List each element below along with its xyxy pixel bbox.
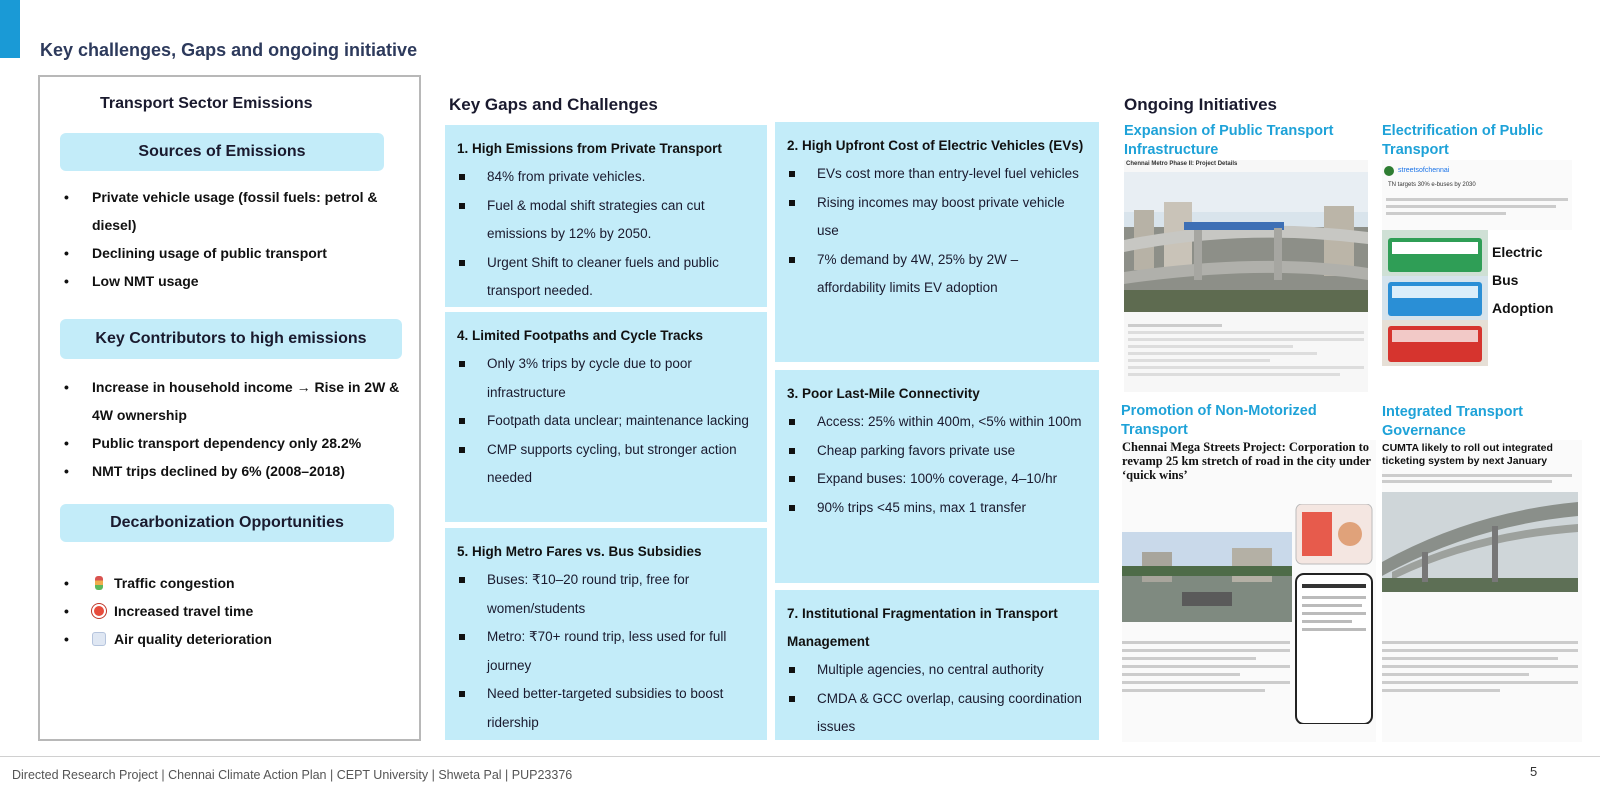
gap-box-institutional: 7. Institutional Fragmentation in Transport Management Multiple agencies, no central authority CMDA & GCC overlap, causing coordination issues xyxy=(775,590,1099,740)
list-item: • Declining usage of public transport xyxy=(60,239,400,267)
electrification-tweet: streetsofchennai TN targets 30% e-buses by 2030 xyxy=(1382,160,1572,230)
list-item: CMDA & GCC overlap, causing coordination issues xyxy=(787,685,1087,742)
public-transport-heading: Expansion of Public Transport Infrastructure xyxy=(1124,123,1334,158)
contributors-list xyxy=(60,373,400,485)
list-item: CMP supports cycling, but stronger action needed xyxy=(457,436,755,493)
nmt-heading: Promotion of Non-Motorized Transport xyxy=(1121,403,1317,438)
sources-heading: Sources of Emissions xyxy=(60,133,384,171)
gap-box-last-mile: 3. Poor Last-Mile Connectivity Access: 25% within 400m, <5% within 100m Cheap parking favors private use Expand buses: 100% coverage, 4–10/hr 90% trips <45 mins, max 1 transfer xyxy=(775,370,1099,583)
electric-bus-photos xyxy=(1382,230,1488,366)
transport-emissions-panel xyxy=(38,75,421,741)
list-item: Footpath data unclear; maintenance lacking xyxy=(457,407,755,436)
list-item: • Increase in household income → Rise in 2W & 4W ownership xyxy=(60,373,400,429)
list-item: 7% demand by 4W, 25% by 2W – affordability limits EV adoption xyxy=(787,246,1087,303)
list-item: EVs cost more than entry-level fuel vehicles xyxy=(787,160,1087,189)
clock-icon xyxy=(92,604,106,618)
metro-photo xyxy=(1124,172,1368,312)
governance-heading: Integrated Transport Governance xyxy=(1382,404,1523,439)
adoption-label: Adoption xyxy=(1492,300,1554,316)
footer-text: Directed Research Project | Chennai Climate Action Plan | CEPT University | Shweta Pal | PUP23376 xyxy=(12,768,573,782)
gaps-heading: Key Gaps and Challenges xyxy=(449,95,658,114)
list-item: Cheap parking favors private use xyxy=(787,437,1087,466)
list-item: 90% trips <45 mins, max 1 transfer xyxy=(787,494,1087,523)
list-item: Only 3% trips by cycle due to poor infrastructure xyxy=(457,350,755,407)
list-item: Need better-targeted subsidies to boost ridership xyxy=(457,680,755,737)
gap-box-metro-fares: 5. High Metro Fares vs. Bus Subsidies Buses: ₹10–20 round trip, free for women/students Metro: ₹70+ round trip, less used for full journey Need better-targeted subsidies to boost ridership xyxy=(445,528,767,740)
electrification-heading: Electrification of Public Transport xyxy=(1382,123,1544,158)
list-item: • Private vehicle usage (fossil fuels: petrol & diesel) xyxy=(60,183,400,239)
contributors-heading: Key Contributors to high emissions xyxy=(60,319,402,359)
list-item: Rising incomes may boost private vehicle use xyxy=(787,189,1087,246)
sources-list xyxy=(60,183,400,295)
road-photo xyxy=(1122,532,1292,622)
decarbonization-list xyxy=(60,569,400,653)
mega-streets-article: Chennai Mega Streets Project: Corporation to revamp 25 km stretch of road in the city under ‘quick wins’ xyxy=(1122,440,1376,742)
list-item: Fuel & modal shift strategies can cut emissions by 12% by 2050. xyxy=(457,192,755,249)
air-quality-icon xyxy=(92,632,106,646)
panel-title: Transport Sector Emissions xyxy=(100,95,313,112)
traffic-light-icon xyxy=(95,576,103,590)
list-item: • Low NMT usage xyxy=(60,267,400,295)
list-item: • Public transport dependency only 28.2% xyxy=(60,429,400,457)
list-item: 84% from private vehicles. xyxy=(457,163,755,192)
gap-box-ev-cost: 2. High Upfront Cost of Electric Vehicles (EVs) EVs cost more than entry-level fuel vehicles Rising incomes may boost private vehicle use 7% demand by 4W, 25% by 2W – affordability limits EV adoption xyxy=(775,122,1099,362)
cumta-article: CUMTA likely to roll out integrated ticketing system by next January xyxy=(1382,440,1582,742)
list-item: Access: 25% within 400m, <5% within 100m xyxy=(787,408,1087,437)
gap-box-private-transport: 1. High Emissions from Private Transport 84% from private vehicles. Fuel & modal shift strategies can cut emissions by 12% by 2050. Urgent Shift to cleaner fuels and public transport needed. xyxy=(445,125,767,307)
metro-viaduct-photo xyxy=(1382,492,1578,592)
list-item: • Traffic congestion xyxy=(60,569,400,597)
decarbonization-heading: Decarbonization Opportunities xyxy=(60,504,394,542)
avatar xyxy=(1384,166,1394,176)
list-item: Multiple agencies, no central authority xyxy=(787,656,1087,685)
list-item: • NMT trips declined by 6% (2008–2018) xyxy=(60,457,400,485)
accent-bar xyxy=(0,0,20,58)
footer-divider xyxy=(0,756,1600,757)
phone-screenshot xyxy=(1294,504,1374,724)
list-item: • Air quality deterioration xyxy=(60,625,400,653)
gap-box-footpaths: 4. Limited Footpaths and Cycle Tracks Only 3% trips by cycle due to poor infrastructure Footpath data unclear; maintenance lacking CMP supports cycling, but stronger action needed xyxy=(445,312,767,522)
list-item: Buses: ₹10–20 round trip, free for women/students xyxy=(457,566,755,623)
list-item: Expand buses: 100% coverage, 4–10/hr xyxy=(787,465,1087,494)
electric-label: Electric xyxy=(1492,244,1543,260)
list-item: Urgent Shift to cleaner fuels and public transport needed. xyxy=(457,249,755,306)
list-item: • Increased travel time xyxy=(60,597,400,625)
list-item: Metro: ₹70+ round trip, less used for full journey xyxy=(457,623,755,680)
bus-label: Bus xyxy=(1492,272,1519,288)
metro-project-document: Chennai Metro Phase II: Project Details xyxy=(1124,160,1368,392)
page-title: Key challenges, Gaps and ongoing initiative xyxy=(40,40,418,60)
page-number: 5 xyxy=(1530,764,1538,779)
initiatives-heading: Ongoing Initiatives xyxy=(1124,95,1278,114)
